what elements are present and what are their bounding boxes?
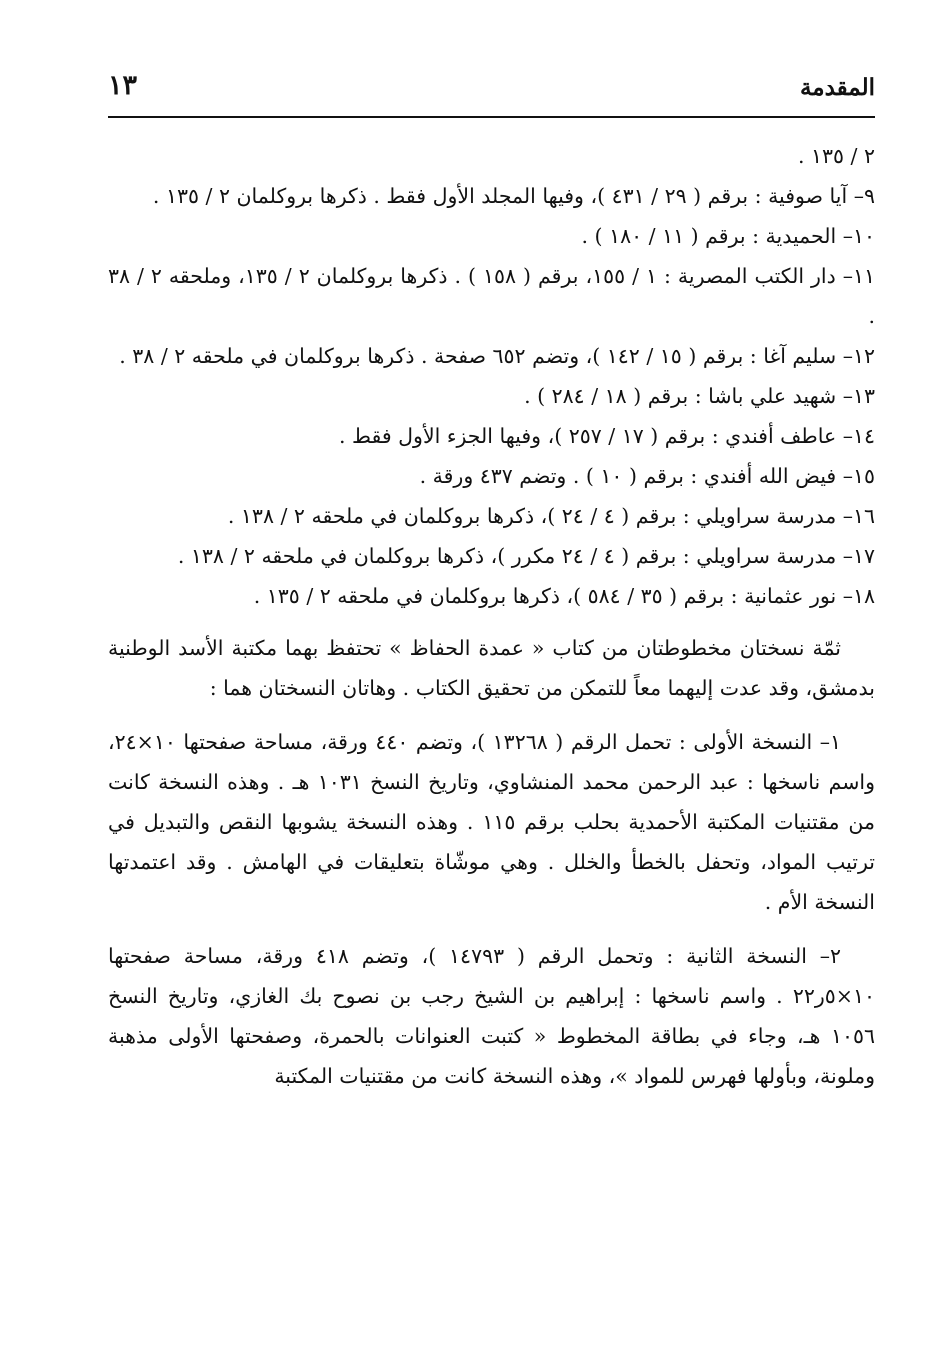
- list-item: ١٢– سليم آغا : برقم ( ١٥ / ١٤٢ )، وتضم ٦٥٢ صفحة . ذكرها بروكلمان في ملحقه ٢ / ٣٨ .: [119, 344, 875, 368]
- list-item: ٩– آيا صوفية : برقم ( ٢٩ / ٤٣١ )، وفيها المجلد الأول فقط . ذكرها بروكلمان ٢ / ١٣٥ .: [152, 184, 875, 208]
- list-item: ١٣– شهيد علي باشا : برقم ( ١٨ / ٢٨٤ ) .: [524, 384, 875, 408]
- second-copy-paragraph: ٢– النسخة الثانية : وتحمل الرقم ( ١٤٧٩٣ )، وتضم ٤١٨ ورقة، مساحة صفحتها ١٠×٥ر٢٢ . واسم ناسخها : إبراهيم بن الشيخ رجب بن نصوح بك الغازي، وتاريخ النسخ ١٠٥٦ هـ، وجاء في بطاقة المخطوط « كتبت العنوانات بالحمرة، وصفحتها الأولى مذهبة وملونة، وبأولها فهرس للمواد »، وهذه النسخة كانت من مقتنيات المكتبة: [108, 944, 875, 1088]
- list-item: ١٦– مدرسة سراويلي : برقم ( ٤ / ٢٤ )، ذكرها بروكلمان في ملحقه ٢ / ١٣٨ .: [227, 504, 875, 528]
- list-item: ١٤– عاطف أفندي : برقم ( ١٧ / ٢٥٧ )، وفيها الجزء الأول فقط .: [338, 424, 875, 448]
- intro-paragraph: ثمّة نسختان مخطوطتان من كتاب « عمدة الحفاظ » تحتفظ بهما مكتبة الأسد الوطنية بدمشق، وقد عدت إليهما معاً للتمكن من تحقيق الكتاب . وهاتان النسختان هما :: [108, 636, 875, 700]
- list-item: ١١– دار الكتب المصرية : ١ / ١٥٥، برقم ( ١٥٨ ) . ذكرها بروكلمان ٢ / ١٣٥، وملحقه ٢ / ٣٨ .: [108, 264, 875, 328]
- page-header: [108, 66, 875, 110]
- spacer: [108, 922, 875, 936]
- running-title: المقدمة: [799, 74, 875, 101]
- list-item: ١٥– فيض الله أفندي : برقم ( ١٠ ) . وتضم ٤٣٧ ورقة .: [419, 464, 875, 488]
- page-number: ١٣: [108, 70, 138, 101]
- first-copy-paragraph: ١– النسخة الأولى : تحمل الرقم ( ١٣٢٦٨ )، وتضم ٤٤٠ ورقة، مساحة صفحتها ١٠×٢٤، واسم ناسخها : عبد الرحمن محمد المنشاوي، وتاريخ النسخ ١٠٣١ هـ . وهذه النسخة كانت من مقتنيات المكتبة الأحمدية بحلب برقم ١١٥ . وهذه النسخة يشوبها النقص والتبديل في ترتيب المواد، وتحفل بالخطأ والخلل . وهي موشّاة بتعليقات في الهامش . وقد اعتمدتها النسخة الأم .: [108, 730, 876, 914]
- list-item: ١٨– نور عثمانية : برقم ( ٣٥ / ٥٨٤ )، ذكرها بروكلمان في ملحقه ٢ / ١٣٥ .: [253, 584, 875, 608]
- list-item: ١٠– الحميدية : برقم ( ١١ / ١٨٠ ) .: [581, 224, 875, 248]
- spacer: [108, 616, 875, 628]
- page-body: [108, 136, 875, 1096]
- list-item: ٢ / ١٣٥ .: [797, 144, 875, 168]
- spacer: [108, 708, 875, 722]
- header-rule: [108, 116, 875, 118]
- list-item: ١٧– مدرسة سراويلي : برقم ( ٤ / ٢٤ مكرر )، ذكرها بروكلمان في ملحقه ٢ / ١٣٨ .: [177, 544, 875, 568]
